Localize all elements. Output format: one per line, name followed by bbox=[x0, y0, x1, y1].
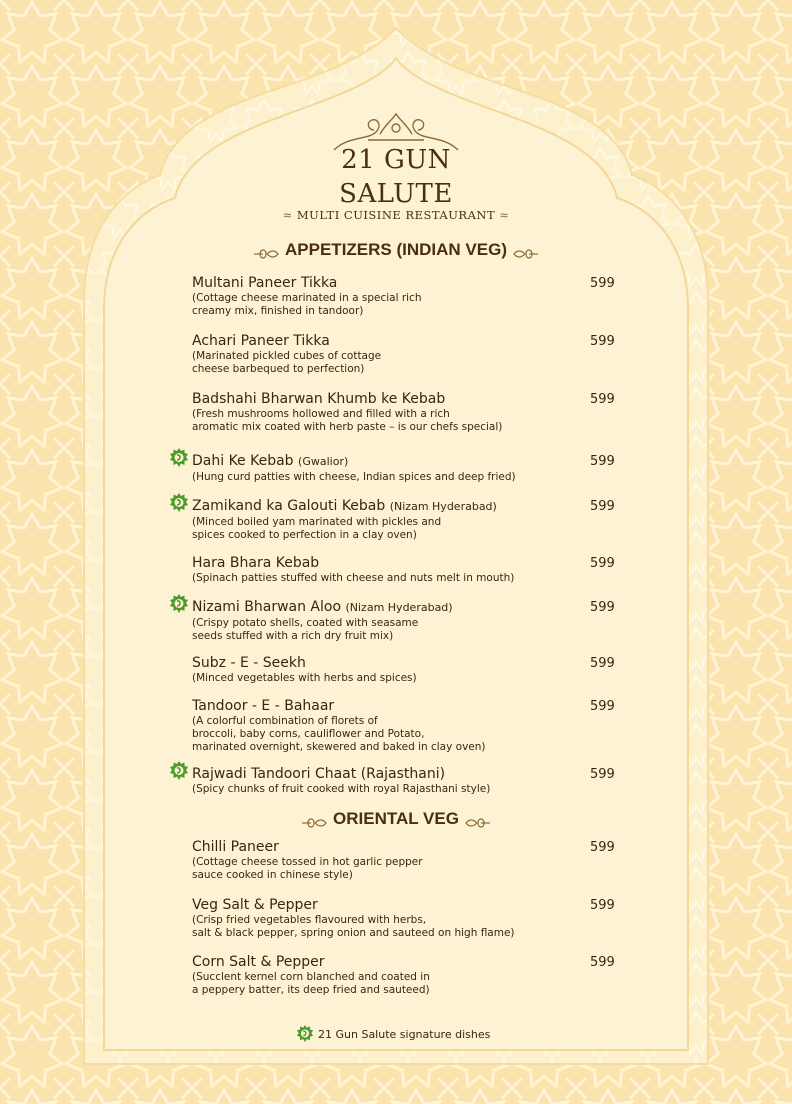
menu-item bbox=[192, 390, 622, 434]
menu-item-name: Zamikand ka Galouti Kebab bbox=[192, 498, 386, 514]
menu-item-name: Corn Salt & Pepper bbox=[192, 954, 325, 970]
menu-item-price: 599 bbox=[590, 656, 615, 671]
menu-item-name: Nizami Bharwan Aloo bbox=[192, 599, 342, 615]
section-heading-text: APPETIZERS (INDIAN VEG) bbox=[285, 240, 507, 259]
menu-item-name-line bbox=[192, 390, 622, 408]
signature-dish-icon bbox=[169, 493, 189, 513]
menu-item-price: 599 bbox=[590, 276, 615, 291]
menu-item-region: (Gwalior) bbox=[298, 455, 349, 468]
menu-item bbox=[192, 896, 622, 940]
menu-item-name-line bbox=[192, 896, 622, 914]
menu-item-description: (Cottage cheese marinated in a special rich creamy mix, finished in tandoor) bbox=[192, 292, 422, 317]
menu-item-name: Hara Bhara Kebab bbox=[192, 555, 320, 571]
menu-item-name: Subz - E - Seekh bbox=[192, 655, 306, 671]
menu-item-name-line bbox=[192, 598, 622, 617]
menu-item-name: Rajwadi Tandoori Chaat (Rajasthani) bbox=[192, 766, 446, 782]
signature-dish-icon bbox=[169, 761, 189, 781]
menu-item-name: Chilli Paneer bbox=[192, 839, 279, 855]
menu-item-price: 599 bbox=[590, 767, 615, 782]
menu-item-description: (Succlent kernel corn blanched and coated in a peppery batter, its deep fried and sauteed) bbox=[192, 971, 430, 996]
menu-item-description: (Hung curd patties with cheese, Indian spices and deep fried) bbox=[192, 471, 516, 483]
menu-item-price: 599 bbox=[590, 392, 615, 407]
menu-item bbox=[192, 654, 622, 685]
section-heading-text: ORIENTAL VEG bbox=[333, 809, 459, 828]
menu-item-region: (Nizam Hyderabad) bbox=[345, 601, 453, 614]
heading-ornament-right bbox=[513, 245, 539, 257]
section-heading bbox=[0, 240, 792, 260]
signature-dish-icon bbox=[296, 1025, 314, 1043]
menu-item-price: 599 bbox=[590, 334, 615, 349]
menu-item-price: 599 bbox=[590, 955, 615, 970]
menu-item-name-line bbox=[192, 452, 622, 471]
menu-item-price: 599 bbox=[590, 499, 615, 514]
heading-ornament-left bbox=[301, 814, 327, 826]
menu-item-name: Multani Paneer Tikka bbox=[192, 275, 338, 291]
menu-item-price: 599 bbox=[590, 556, 615, 571]
menu-item bbox=[192, 497, 622, 542]
subtitle-right-flourish: ≈ bbox=[499, 208, 510, 222]
menu-item-description: (Crispy potato shells, coated with seasame seeds stuffed with a rich dry fruit mix) bbox=[192, 617, 419, 642]
restaurant-name-line-1: 21 GUN bbox=[341, 145, 451, 175]
menu-item bbox=[192, 953, 622, 997]
menu-item-description: (Marinated pickled cubes of cottage cheese barbequed to perfection) bbox=[192, 350, 382, 375]
menu-item-price: 599 bbox=[590, 699, 615, 714]
menu-item-description: (Spinach patties stuffed with cheese and nuts melt in mouth) bbox=[192, 572, 515, 584]
signature-dish-icon bbox=[169, 594, 189, 614]
menu-item-name-line bbox=[192, 838, 622, 856]
menu-item-name-line bbox=[192, 654, 622, 672]
legend bbox=[296, 1027, 490, 1040]
menu-item-price: 599 bbox=[590, 600, 615, 615]
restaurant-name-line-2: SALUTE bbox=[339, 179, 453, 209]
menu-item-name-line bbox=[192, 953, 622, 971]
menu-item-region: (Nizam Hyderabad) bbox=[389, 500, 497, 513]
menu-item-description: (A colorful combination of florets of broccoli, baby corns, cauliflower and Potato, marinated overnight, skewered and baked in clay oven) bbox=[192, 715, 486, 753]
section-heading bbox=[0, 809, 792, 829]
menu-item-name-line bbox=[192, 332, 622, 350]
menu-item-price: 599 bbox=[590, 454, 615, 469]
menu-item bbox=[192, 452, 622, 484]
menu-item bbox=[192, 838, 622, 882]
menu-item-price: 599 bbox=[590, 898, 615, 913]
menu-item-description: (Fresh mushrooms hollowed and filled with a rich aromatic mix coated with herb paste – is our chefs special) bbox=[192, 408, 503, 433]
subtitle-left-flourish: ≈ bbox=[282, 208, 293, 222]
menu-item-description: (Crisp fried vegetables flavoured with herbs, salt & black pepper, spring onion and sauteed on high flame) bbox=[192, 914, 515, 939]
menu-item-name: Dahi Ke Kebab bbox=[192, 453, 294, 469]
heading-ornament-left bbox=[253, 245, 279, 257]
menu-item-description: (Minced vegetables with herbs and spices) bbox=[192, 672, 417, 684]
menu-item-description: (Minced boiled yam marinated with pickles and spices cooked to perfection in a clay oven) bbox=[192, 516, 442, 541]
heading-ornament-right bbox=[465, 814, 491, 826]
menu-item-name: Achari Paneer Tikka bbox=[192, 333, 330, 349]
menu-item-name-line bbox=[192, 697, 622, 715]
menu-item-name-line bbox=[192, 497, 622, 516]
subtitle-text: MULTI CUISINE RESTAURANT bbox=[296, 208, 496, 222]
menu-item-name: Badshahi Bharwan Khumb ke Kebab bbox=[192, 391, 446, 407]
menu-item bbox=[192, 332, 622, 376]
menu-item-name: Tandoor - E - Bahaar bbox=[192, 698, 335, 714]
signature-dish-icon bbox=[169, 448, 189, 468]
menu-item-description: (Cottage cheese tossed in hot garlic pepper sauce cooked in chinese style) bbox=[192, 856, 423, 881]
menu-item bbox=[192, 554, 622, 585]
menu-item bbox=[192, 765, 622, 796]
menu-item-name-line bbox=[192, 554, 622, 572]
menu-item bbox=[192, 598, 622, 643]
menu-item-name-line bbox=[192, 765, 622, 783]
legend-text: 21 Gun Salute signature dishes bbox=[318, 1028, 491, 1041]
menu-item-name: Veg Salt & Pepper bbox=[192, 897, 318, 913]
menu-item-name-line bbox=[192, 274, 622, 292]
menu-item bbox=[192, 697, 622, 754]
menu-item-price: 599 bbox=[590, 840, 615, 855]
menu-item bbox=[192, 274, 622, 318]
menu-item-description: (Spicy chunks of fruit cooked with royal Rajasthani style) bbox=[192, 783, 491, 795]
